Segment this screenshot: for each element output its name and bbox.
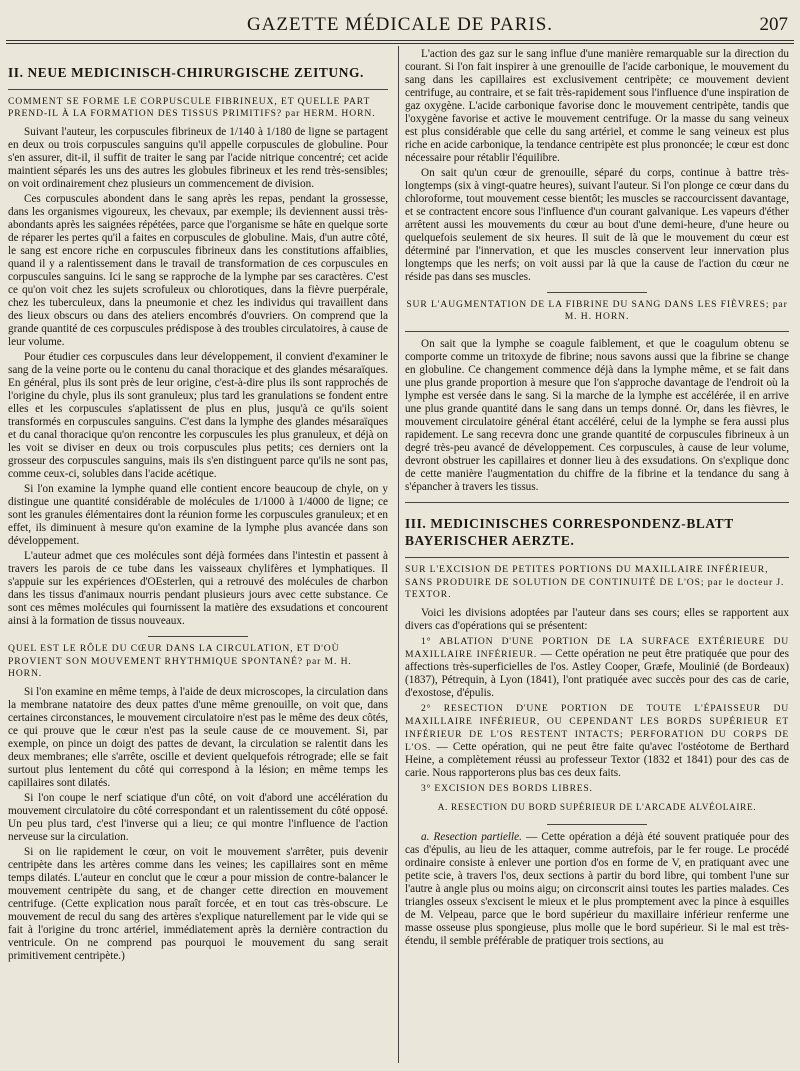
item1-text: — Cette opération ne peut être pratiquée que pour des affections très-superficielles de l'os. Astley Cooper, Græfe, Moulinié (de Bordeaux) (1837), Pétrequin, à Lyon (1841), l'ont pratiquée avec succès pour des cas de carie, d'exostose, d'épulis. (405, 648, 789, 700)
paragraph-item3 (405, 782, 789, 795)
item2-head: 2° RESECTION D'UNE PORTION DE TOUTE L'ÉPAISSEUR DU MAXILLAIRE INFÉRIEUR, OU CEPENDANT LES BORDS SUPÉRIEUR ET INFÉRIEUR DE L'OS RESTENT INTACTS; PERFORATION DU CORPS DE L'OS. (405, 703, 789, 754)
article-rule (405, 331, 789, 332)
paragraph-item1 (405, 635, 789, 700)
article-separator (148, 636, 248, 637)
section-rule (405, 502, 789, 503)
article-title-excision: SUR L'EXCISION DE PETITES PORTIONS DU MAXILLAIRE INFÉRIEUR, SANS PRODUIRE DE SOLUTION DE CONTINUITÉ DE L'OS; par le docteur J. TEXTOR. (405, 564, 785, 600)
paragraph: L'action des gaz sur le sang influe d'une manière remarquable sur la direction du courant. Si l'on fait inspirer à une grenouille de l'acide carbonique, le mouvement du sang dans les capillaires est exclusivement centripète; ce mouvement devient centrifuge, au contraire, et se fait très-rapidement sous l'influence d'une inspiration de gaz oxygène. L'acide carbonique favorise donc le mouvement centripète, tandis que l'oxygène favorise et active le mouvement centrifuge. Or la masse du sang veineux est plus considérable que celle du sang artériel, et comme le sang veineux est plus riche en acide carbonique, la tendance centripète est plus prononcée; le cœur est donc nécessaire pour rétablir l'équilibre. (405, 48, 789, 164)
section-title-iii: III. MEDICINISCHES CORRESPONDENZ-BLATT BAYERISCHER AERZTE. (405, 516, 734, 549)
paragraph: Si l'on coupe le nerf sciatique d'un côté, on voit d'abord une accélération du mouvement circulatoire du côté correspondant et un ralentissement du côté opposé. Un peu plus tard, c'est l'inverse qui a lieu; ce qui montre l'influence de l'action nerveuse sur la circulation. (8, 792, 388, 844)
paragraph: Suivant l'auteur, les corpuscules fibrineux de 1/140 à 1/180 de ligne se partagent en deux ou trois corpuscules sanguins qu'il appelle corpuscules de globuline. Pour s'en assurer, dit-il, il suffit de traiter le sang par l'acide nitrique concentré; cet acide maintient séparés les uns des autres les globules fibrineux et les rend très-sensibles; on voit ordinairement chez plusieurs un commencement de division. (8, 126, 388, 191)
journal-title: GAZETTE MÉDICALE DE PARIS. (246, 14, 554, 35)
paragraph: Si l'on examine en même temps, à l'aide de deux microscopes, la circulation dans la membrane natatoire des deux pattes d'une même grenouille, on voit que, dans certaines circonstances, le mouvement circulatoire n'est pas le même des deux côtés, ce qui prouve que le cœur n'est pas la seule cause de ce mouvement. Si, par exemple, on pince un doigt des pattes de devant, la circulation se ralentit dans les deux membranes; elle s'arrête, oscille et devient quelquefois rétrograde; elle se fait surtout plus lentement du côté qui correspond à la lésion; en même temps les capillaires sont dilatés. (8, 686, 388, 790)
article-separator (547, 824, 647, 825)
header-rule-2 (6, 43, 794, 44)
article-title-fibrine: SUR L'AUGMENTATION DE LA FIBRINE DU SANG DANS LES FIÈVRES; par M. H. HORN. (406, 299, 788, 323)
article-separator (547, 292, 647, 293)
column-divider (398, 46, 399, 1063)
paragraph: Pour étudier ces corpuscules dans leur développement, il convient d'examiner le sang de la veine porte ou le contenu du canal thoracique et des glandes mésaraïques. En général, plus ils sont près de leur origine, c'est-à-dire plus ils sont rapprochés de l'origine du chyle, plus ils sont granuleux; plus tard les granulations se fondent entre elles et les corpuscules s'aplatissent de plus en plus, jusqu'à ce qu'ils soient transformés en corpuscules sanguins. C'est dans la lymphe des glandes mésaraïques et du canal thoracique qu'on rencontre les corpuscules les plus granuleux, et déjà on les voit se diviser en deux ou trois corpuscules plus petits; ces derniers ont la grosseur des corpuscules sanguins, mais ils s'en distinguent parce qu'ils ne sont pas, comme ceux-ci, solubles dans l'acide acétique. (8, 351, 388, 481)
paragraph: Voici les divisions adoptées par l'auteur dans ses cours; elles se rapportent aux divers cas d'opérations qui se présentent: (405, 607, 789, 633)
article-title-corpuscule: COMMENT SE FORME LE CORPUSCULE FIBRINEUX, ET QUELLE PART PREND-IL À LA FORMATION DES TISSUS PRIMITIFS? par HERM. HORN. (8, 96, 376, 120)
item3-head: 3° EXCISION DES BORDS LIBRES. (421, 783, 593, 795)
paragraph-a (405, 831, 789, 948)
paragraph: On sait qu'un cœur de grenouille, séparé du corps, continue à battre très-longtemps (six à vingt-quatre heures), suivant l'auteur. Si l'on plonge ce cœur dans du chloroforme, tout mouvement cesse bientôt; les muscles se raccourcissent davantage, et se contractent encore sous l'influence d'un courant galvanique. Les vapeurs d'éther arrêtent aussi les mouvements du cœur au bout d'une demi-heure, d'une heure ou quelquefois seulement de six heures. Il suit de là que le mouvement du cœur est déterminé par l'innervation, et que les muscles conservent leur innervation plus longtemps que les nerfs; on voit aussi par là que la cause de l'action du cœur ne réside pas dans ses muscles. (405, 167, 789, 283)
item1-head: 1° ABLATION D'UNE PORTION DE LA SURFACE EXTÉRIEURE DU MAXILLAIRE INFÉRIEUR. (405, 636, 789, 661)
paragraph: On sait que la lymphe se coagule faiblement, et que le coagulum obtenu se comporte comme un tritoxyde de fibrine; nous savons aussi que la fibrine se change en globuline. Ce changement commence déjà dans la lymphe même, et se fait dans une plus grande proportion à mesure que l'on s'approche davantage de l'endroit où la lymphe est versée dans le sang. Si la marche de la lymphe est accélérée, il en arrive une plus grande quantité dans le sang dans un temps donné. Or, dans les fièvres, le mouvement circulatoire général étant accéléré, celui de la lymphe se fera aussi plus rapidement. Le sang recevra donc une grande quantité de corpuscules fibrineux à un degré très-peu avancé de développement. Ces corpuscules, à cause de leur volume, devront obstruer les capillaires et donner lieu à des exsudations. On s'explique donc de cette manière l'augmentation du chiffre de la fibrine et la tendance du sang à s'épancher à travers les tissus. (405, 338, 789, 494)
resection-label: a. Resection partielle. (421, 831, 522, 844)
paragraph: Ces corpuscules abondent dans le sang après les repas, pendant la grossesse, dans les organismes vigoureux, les chevaux, par exemple; ils deviennent aussi très-abondants après les saignées répétées, parce que l'organisme se hâte en quelque sorte de réparer les pertes qu'il a faites en corpuscules de globuline. Mais, d'un autre côté, le sang est encore riche en corpuscules fibrineux dans les constitutions affaiblies, quand il y a ralentissement dans le travail de transformation de ces corpuscules en corpuscules sanguins. Ici le sang se rapproche de la lymphe par ses caractères. C'est ce qu'on voit chez les sujets scrofuleux ou chlorotiques, dans la fièvre puerpérale, chez les tuberculeux, dans la pneumonie et chez les individus qui travaillent dans des lieux obscurs ou dans des ateliers encombrés d'ouvriers. On comprend que la grande quantité de ces corpuscules prédispose à des troubles circulatoires, à cause de leur volume. (8, 193, 388, 349)
paragraph-item2 (405, 702, 789, 780)
item2-text: — Cette opération, qui ne peut être faite qu'avec l'ostéotome de Berthard Heine, a complètement réussi au professeur Textor (1832 et 1841) pour des cas de carie. Nous rapporterons plus bas ces deux faits. (405, 741, 789, 780)
paragraph: L'auteur admet que ces molécules sont déjà formées dans l'intestin et passent à travers les parois de ce tube dans les vaisseaux chylifères et lymphatiques. Il s'appuie sur les expériences d'OEsterlen, qui a retrouvé des molécules de charbon dans les tissus d'animaux nourris pendant plusieurs jours avec cette substance. Ce sont ces mêmes molécules qui fournissent la matière des exsudations et concourent ainsi à la formation de tissus nouveaux. (8, 550, 388, 628)
section-rule (8, 89, 388, 90)
paragraph: Si on lie rapidement le cœur, on voit le mouvement s'arrêter, puis devenir centripète dans les artères comme dans les veines; les capillaires sont en même temps dilatés. L'auteur en conclut que le cœur a pour mission de contre-balancer le mouvement centripète du sang, et de changer cette direction en mouvement centrifuge. (Cette explication nous paraît forcée, et en tout cas très-obscure. Le mouvement de recul du sang des artères s'explique naturellement par le vide qui se fait à l'origine du tronc artériel, immédiatement après la dernière contraction du ventricule. On ne comprend pas pourquoi le mouvement du sang serait primitivement centripète.) (8, 846, 388, 963)
resection-text: — Cette opération a déjà été souvent pratiquée pour des cas d'épulis, au lieu de les attaquer, comme autrefois, par le fer rouge. Le procédé ordinaire consiste à enlever une portion d'os en forme de V, en pratiquant avec une petite scie, à travers l'os, deux sections à partir du bord libre, qui tombent l'une sur l'autre à angle plus ou moins aigu; on circonscrit ainsi toutes les parties malades. Ces triangles osseux s'excisent le mieux et le plus promptement avec la pince à esquilles de M. Velpeau, parce que le bord supérieur du maxillaire inférieur renferme une masse osseuse plus spongieuse, plus molle que le bord supérieur. Si le mal est très-étendu, il semble préférable de pratiquer trois sections, au (405, 831, 789, 948)
subhead-a: A. RESECTION DU BORD SUPÉRIEUR DE L'ARCADE ALVÉOLAIRE. (437, 802, 757, 813)
page-number: 207 (759, 14, 788, 35)
section-rule (405, 557, 789, 558)
right-column (405, 48, 789, 1064)
section-title-ii: II. NEUE MEDICINISCH-CHIRURGISCHE ZEITUNG. (8, 65, 364, 80)
left-column (8, 48, 388, 1064)
article-title-coeur: QUEL EST LE RÔLE DU CŒUR DANS LA CIRCULATION, ET D'OÙ PROVIENT SON MOUVEMENT RHYTHMIQUE SPONTANÉ? par M. H. HORN. (8, 643, 352, 679)
paragraph: Si l'on examine la lymphe quand elle contient encore beaucoup de chyle, on y distingue une quantité considérable de molécules de 1/1000 à 1/4000 de ligne; ce sont les granules élémentaires dont la réunion forme les corpuscules granuleux; et en effet, ils diminuent à mesure qu'on examine de la lymphe plus avancée dans son développement. (8, 483, 388, 548)
header-rule (6, 40, 794, 41)
page-header (0, 12, 800, 38)
